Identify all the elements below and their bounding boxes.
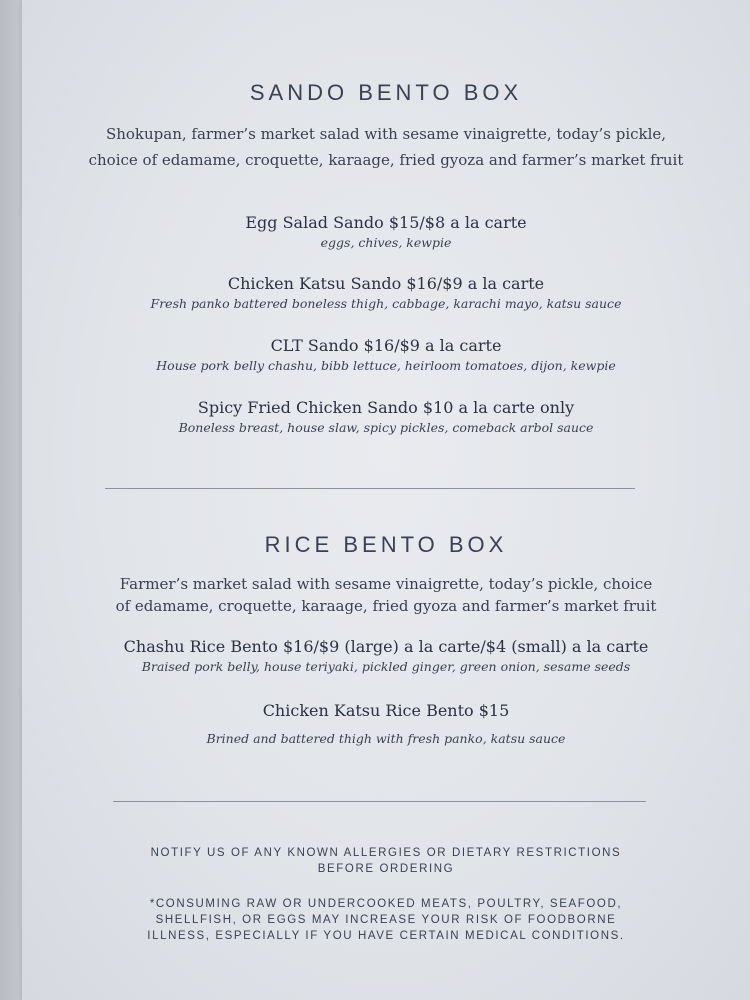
menu-item-description: Braised pork belly, house teriyaki, pickled ginger, green onion, sesame seeds (141, 659, 631, 674)
menu-item-name: Chicken Katsu Rice Bento $15 (262, 701, 510, 720)
rice-section-description (22, 573, 750, 617)
menu-item (22, 700, 750, 748)
allergy-notice (22, 845, 750, 877)
allergy-notice-line-1: NOTIFY US OF ANY KNOWN ALLERGIES OR DIETARY RESTRICTIONS (150, 847, 622, 859)
sando-section-header (22, 80, 750, 106)
sando-section-description (22, 121, 750, 173)
menu-item (22, 335, 750, 375)
section-divider (105, 488, 635, 489)
menu-item-name: CLT Sando $16/$9 a la carte (270, 336, 502, 355)
sando-description-line-2: choice of edamame, croquette, karaage, fried gyoza and farmer’s market fruit (88, 151, 684, 169)
rice-description-line-2: of edamame, croquette, karaage, fried gyoza and farmer’s market fruit (115, 597, 657, 615)
menu-item-name: Egg Salad Sando $15/$8 a la carte (245, 213, 527, 232)
menu-item-name: Chashu Rice Bento $16/$9 (large) a la carte/$4 (small) a la carte (123, 637, 649, 656)
sando-description-line-1: Shokupan, farmer’s market salad with sesame vinaigrette, today’s pickle, (105, 125, 667, 143)
menu-item (22, 212, 750, 252)
section-divider (113, 801, 646, 802)
menu-item-name: Spicy Fried Chicken Sando $10 a la carte only (197, 398, 575, 417)
consumption-warning-line-2: SHELLFISH, OR EGGS MAY INCREASE YOUR RISK OF FOODBORNE (155, 914, 617, 926)
menu-item-description: eggs, chives, kewpie (320, 235, 452, 250)
allergy-notice-line-2: BEFORE ORDERING (317, 863, 455, 875)
rice-description-line-1: Farmer’s market salad with sesame vinaigrette, today’s pickle, choice (119, 575, 653, 593)
menu-item-description: Brined and battered thigh with fresh panko, katsu sauce (206, 731, 566, 746)
menu-item-description: House pork belly chashu, bibb lettuce, heirloom tomatoes, dijon, kewpie (156, 358, 616, 373)
menu-item (22, 636, 750, 676)
consumption-warning-line-3: ILLNESS, ESPECIALLY IF YOU HAVE CERTAIN MEDICAL CONDITIONS. (147, 930, 625, 942)
menu-item (22, 273, 750, 313)
rice-section-header (22, 532, 750, 558)
menu-item (22, 397, 750, 437)
rice-section-title: RICE BENTO BOX (264, 532, 508, 557)
consumption-warning-line-1: *CONSUMING RAW OR UNDERCOOKED MEATS, POULTRY, SEAFOOD, (149, 898, 623, 910)
menu-item-name: Chicken Katsu Sando $16/$9 a la carte (227, 274, 545, 293)
consumption-warning (22, 896, 750, 944)
sando-section-title: SANDO BENTO BOX (249, 80, 523, 105)
menu-item-description: Boneless breast, house slaw, spicy pickles, comeback arbol sauce (178, 420, 594, 435)
menu-item-description: Fresh panko battered boneless thigh, cabbage, karachi mayo, katsu sauce (150, 296, 622, 311)
